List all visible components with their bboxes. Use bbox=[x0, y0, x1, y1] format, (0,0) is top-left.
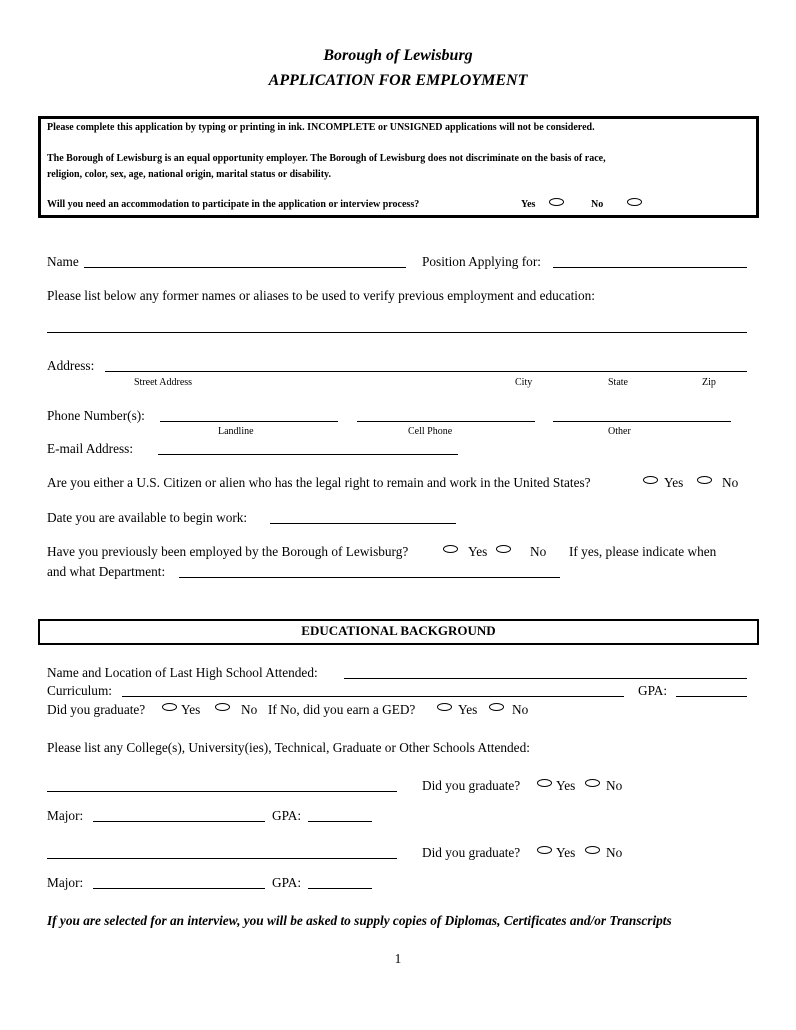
accommodation-no-radio[interactable] bbox=[627, 198, 642, 206]
education-heading: EDUCATIONAL BACKGROUND bbox=[301, 623, 496, 638]
college-2-major-field[interactable] bbox=[93, 888, 265, 889]
college-1-major-field[interactable] bbox=[93, 821, 265, 822]
start-date-field[interactable] bbox=[270, 523, 456, 524]
college-2-field[interactable] bbox=[47, 858, 397, 859]
email-field[interactable] bbox=[158, 454, 458, 455]
page-title: APPLICATION FOR EMPLOYMENT bbox=[268, 72, 528, 89]
page-number: 1 bbox=[394, 951, 402, 966]
colleges-label: Please list any College(s), University(ies), Technical, Graduate or Other Schools Attended: bbox=[47, 740, 530, 755]
college-1-gpa-field[interactable] bbox=[308, 821, 372, 822]
ged-no-label: No bbox=[512, 702, 529, 717]
ged-yes-radio[interactable] bbox=[437, 703, 452, 711]
former-names-label: Please list below any former names or aliases to be used to verify previous employment and education: bbox=[47, 288, 595, 303]
landline-field[interactable] bbox=[160, 421, 338, 422]
if-yes-text: If yes, please indicate when bbox=[569, 544, 717, 559]
college-1-no-radio[interactable] bbox=[585, 779, 600, 787]
curriculum-field[interactable] bbox=[122, 696, 624, 697]
college-2-yes-radio[interactable] bbox=[537, 846, 552, 854]
hs-gpa-label: GPA: bbox=[638, 683, 668, 698]
hs-gpa-field[interactable] bbox=[676, 696, 747, 697]
hs-graduate-no-radio[interactable] bbox=[215, 703, 230, 711]
other-phone-field[interactable] bbox=[553, 421, 731, 422]
street-sublabel: Street Address bbox=[134, 377, 193, 388]
citizen-yes-label: Yes bbox=[664, 475, 684, 490]
citizen-no-radio[interactable] bbox=[697, 476, 712, 484]
college-2-gpa-label: GPA: bbox=[272, 875, 302, 890]
college-1-gpa-label: GPA: bbox=[272, 808, 302, 823]
former-names-field[interactable] bbox=[47, 332, 747, 333]
prev-employed-no-radio[interactable] bbox=[496, 545, 511, 553]
prev-employed-yes-radio[interactable] bbox=[443, 545, 458, 553]
ged-question: If No, did you earn a GED? bbox=[268, 702, 416, 717]
notice-line-3: religion, color, sex, age, national origin, marital status or disability. bbox=[47, 169, 331, 180]
department-label: and what Department: bbox=[47, 564, 166, 579]
notice-line-2: The Borough of Lewisburg is an equal opportunity employer. The Borough of Lewisburg does not discriminate on the basis of race, bbox=[47, 153, 606, 164]
name-field[interactable] bbox=[84, 267, 406, 268]
college-2-graduate-question: Did you graduate? bbox=[422, 845, 521, 860]
city-sublabel: City bbox=[515, 377, 533, 388]
college-1-no-label: No bbox=[606, 778, 623, 793]
org-title: Borough of Lewisburg bbox=[323, 47, 473, 64]
name-label: Name bbox=[47, 254, 79, 269]
citizen-no-label: No bbox=[722, 475, 739, 490]
hs-graduate-yes-label: Yes bbox=[181, 702, 201, 717]
curriculum-label: Curriculum: bbox=[47, 683, 112, 698]
hs-graduate-yes-radio[interactable] bbox=[162, 703, 177, 711]
cell-sublabel: Cell Phone bbox=[408, 426, 453, 437]
position-label: Position Applying for: bbox=[422, 254, 541, 269]
citizen-question: Are you either a U.S. Citizen or alien who has the legal right to remain and work in the United States? bbox=[47, 475, 591, 490]
college-2-no-radio[interactable] bbox=[585, 846, 600, 854]
prev-employed-no-label: No bbox=[530, 544, 547, 559]
accommodation-yes-label: Yes bbox=[521, 199, 536, 210]
cell-field[interactable] bbox=[357, 421, 535, 422]
address-label: Address: bbox=[47, 358, 95, 373]
college-1-yes-label: Yes bbox=[556, 778, 576, 793]
college-2-yes-label: Yes bbox=[556, 845, 576, 860]
ged-yes-label: Yes bbox=[458, 702, 478, 717]
college-2-no-label: No bbox=[606, 845, 623, 860]
college-1-major-label: Major: bbox=[47, 808, 84, 823]
diplomas-note: If you are selected for an interview, you will be asked to supply copies of Diplomas, Certificates and/or Transcripts bbox=[47, 913, 672, 928]
address-field[interactable] bbox=[105, 371, 747, 372]
state-sublabel: State bbox=[608, 377, 628, 388]
hs-graduate-question: Did you graduate? bbox=[47, 702, 146, 717]
zip-sublabel: Zip bbox=[702, 377, 716, 388]
citizen-yes-radio[interactable] bbox=[643, 476, 658, 484]
high-school-field[interactable] bbox=[344, 678, 747, 679]
college-2-gpa-field[interactable] bbox=[308, 888, 372, 889]
high-school-label: Name and Location of Last High School Attended: bbox=[47, 665, 318, 680]
ged-no-radio[interactable] bbox=[489, 703, 504, 711]
accommodation-question: Will you need an accommodation to participate in the application or interview process? bbox=[47, 199, 420, 210]
college-1-graduate-question: Did you graduate? bbox=[422, 778, 521, 793]
other-sublabel: Other bbox=[608, 426, 631, 437]
position-field[interactable] bbox=[553, 267, 747, 268]
college-1-field[interactable] bbox=[47, 791, 397, 792]
department-field[interactable] bbox=[179, 577, 560, 578]
college-2-major-label: Major: bbox=[47, 875, 84, 890]
start-date-label: Date you are available to begin work: bbox=[47, 510, 248, 525]
accommodation-yes-radio[interactable] bbox=[549, 198, 564, 206]
landline-sublabel: Landline bbox=[218, 426, 254, 437]
hs-graduate-no-label: No bbox=[241, 702, 258, 717]
college-1-yes-radio[interactable] bbox=[537, 779, 552, 787]
accommodation-no-label: No bbox=[591, 199, 604, 210]
notice-line-1: Please complete this application by typing or printing in ink. INCOMPLETE or UNSIGNED applications will not be considered. bbox=[47, 122, 595, 133]
phone-label: Phone Number(s): bbox=[47, 408, 145, 423]
prev-employed-question: Have you previously been employed by the Borough of Lewisburg? bbox=[47, 544, 409, 559]
email-label: E-mail Address: bbox=[47, 441, 134, 456]
prev-employed-yes-label: Yes bbox=[468, 544, 488, 559]
